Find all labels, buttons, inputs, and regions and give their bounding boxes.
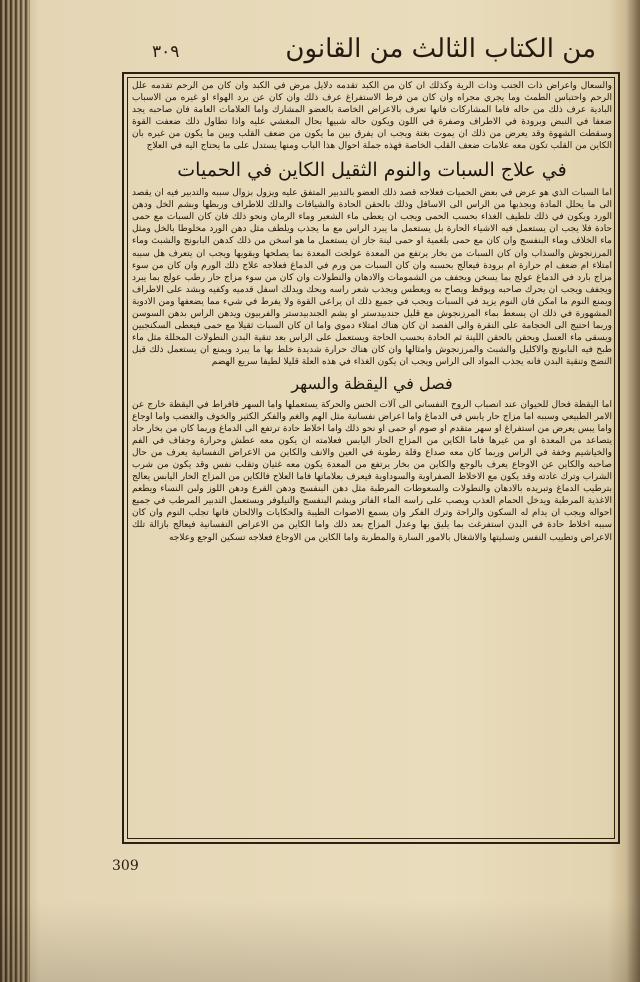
- paragraph-1: اما السبات الذي هو عرض في بعض الحميات فعلاجه قصد ذلك العضو بالتدبير المتفق عليه ويزول بزوال سببه والتدبير فيه ان يقصد الى ما يحلل المادة ويجذبها من الراس الى الاسافل وذلك بالحقن الحادة والشيافات والدلك للاطراف وربطها وبشم الخل ودهن الورد ويكون في ذلك تلطيف الغذاء بحسب الحمى ويجب ان يعطى ماء الشعير وماء الرمان ونحو ذلك فان كان السبات مع حمى حادة فلا يجب ان يستعمل فيه الاشياء الحارة بل يستعمل ما يبرد الراس مع ما يجذب ويلطف مثل دهن الورد مخلوطا بالخل ومثل ماء الخلاف وماء البنفسج وان كان مع حمى بلغمية او حمى لينة جاز ان يستعمل ما هو اسخن من ذلك كدهن البابونج والشبث وماء المرزنجوش والسذاب وان كان السبات من بخار يرتفع من المعدة عولجت المعدة بما يصلحها ويقويها ويجب ان يتعرف هل سببه امتلاء ام ضعف ام حرارة ام برودة فيعالج بحسبه وان كان السبات من ورم في الدماغ فعلاجه علاج ذلك الورم وان كان من سوء مزاج بارد في الدماغ عولج بما يسخن ويجفف من الشمومات والادهان والنطولات وان كان من سوء مزاج حار رطب عولج بما يبرد ويجفف ويجب ان يحرك صاحبه ويوقظ ويصاح به ويعطس ويجذب شعر راسه ويحك ويدلك اسفل قدميه وكفيه ويشد على الاطراف ويمنع النوم ما امكن فان النوم يزيد في السبات ويجب في جميع ذلك ان يراعى القوة ولا يفرط في شيء مما يضعفها ومن الادوية المشهورة في ذلك ان يسعط بماء المرزنجوش مع قليل جندبيدستر او يشم الجندبيدستر والفربيون ويدهن الراس بدهن السوسن وربما احتيج الى الحجامة على النقرة والى الفصد ان كان هناك امتلاء دموي واما ان كان السبات ثقيلا مع حمى فيعطى السكنجبين ويسقى ماء العسل ويحقن بالحقن اللينة ثم الحادة بحسب الحاجة ويستعمل على الراس بعد تنقية البدن النطولات المحللة مثل ماء طبخ فيه البابونج والاكليل والشبث والمرزنجوش وامثالها وان كان هناك حرارة شديدة خلط بها ما يبرد ويمنع ان يستعمل ذلك قبل النضج وتنقية البدن فانه يجذب المواد الى الراس ويجب ان يكون الغذاء في هذه العلة قليلا لطيفا سريع الهضم: [132, 188, 612, 367]
- folio-top: ٣٠٩: [152, 42, 180, 62]
- page-tone: [0, 900, 640, 982]
- running-head: من الكتاب الثالث من القانون: [285, 34, 596, 64]
- section-heading-2: فصل في اليقظة والسهر: [291, 373, 453, 393]
- text-block: [132, 80, 612, 836]
- page-shadow: [626, 0, 640, 982]
- folio-bottom: 309: [112, 858, 139, 874]
- paragraph-2: اما اليقظة فحال للحيوان عند انصباب الروح النفساني الى آلات الحس والحركة يستعملها واما السهر فافراط في اليقظة خارج عن الامر الطبيعي وسببه اما مزاج حار يابس في الدماغ واما اعراض نفسانية مثل الهم والغم والفكر الكثير والخوف والغضب واما اوجاع واما يبس يعرض من استفراغ او سهر متقدم او صوم او حمى او نحو ذلك واما اخلاط حادة ترتفع الى الدماغ وربما كان من بخار حاد يتصاعد من المعدة او من غيرها فاما الكاين من المزاج الحار اليابس فعلامته ان يكون معه عطش وحرارة وجفاف في الفم والخياشيم وخفة في الراس وربما كان معه صداع وقلة رطوبة في العين والانف والكاين من الاعراض النفسانية يعرف من حال صاحبه والكاين عن الاوجاع يعرف بالوجع والكاين من بخار يرتفع من المعدة يكون معه غثيان وتقلب نفس وقد يكون من شرب الشراب وترك عادته وقد يكون مع الاخلاط الصفراوية والسوداوية فيعرف بعلاماتها فاما العلاج فالكاين من المزاج الحار اليابس يعالج بترطيب الدماغ وتبريده بالادهان والنطولات والسعوطات المرطبة مثل دهن البنفسج ودهن القرع ودهن اللوز ولبن النساء ويطعم الاغذية المرطبة ويدخل الحمام العذب ويصب على راسه الماء الفاتر ويشم البنفسج والنيلوفر ويستعمل التدبير المرطب في جميع احواله ويجب ان يدام له السكون والراحة وترك الفكر وان يسمع الاصوات الطيبة والحكايات والالحان فانها تجلب النوم وان كان سببه اخلاط حادة في البدن استفرغت بما يليق بها وعدل المزاج بعد ذلك واما الكاين من الاعراض النفسانية فيعالج بازالة تلك الاعراض وتطييب النفس وتسليتها والاشغال بالامور السارة والمطربة واما الكاين من الاوجاع فعلاجه تسكين الوجع وعلاجه: [132, 399, 612, 543]
- paragraph-intro: والسعال واعراض ذات الجنب وذات الرية وكذلك ان كان من الكبد تقدمه دلايل مرض في الكبد وان كان من الرحم تقدمه علل الرحم واحتباس الطمث وما يجري مجراه وان كان من فرط الاستفراغ عرف ذلك وان كان عن برد الهواء او غيره من الاسباب البادية عرف ذلك من حاله فاما المشاركات فانها تعرف بالاعراض الخاصة بالعضو المشارك واما العلامات العامة فان صاحبه يجد ضعفا في النبض وبرودة في الاطراف وصفرة في اللون ويكون حاله شبيها بحال المغشي عليه واذا تطاول ذلك ضعفت القوة وسقطت الشهوة وقد يعرض من ذلك ان يموت بغتة ويجب ان يفرق بين ما يكون من ضعف القلب وبين ما يكون من غيره بان الكاين من القلب تكون معه علامات ضعف القلب الخاصة فهذه جملة احوال هذا الباب ومنها يستدل على ما يحتاج اليه في العلاج: [132, 81, 612, 152]
- book-page-edges: [0, 0, 30, 982]
- page-header: [50, 28, 626, 72]
- section-heading-1: في علاج السبات والنوم الثقيل الكاين في الحميات: [177, 159, 567, 182]
